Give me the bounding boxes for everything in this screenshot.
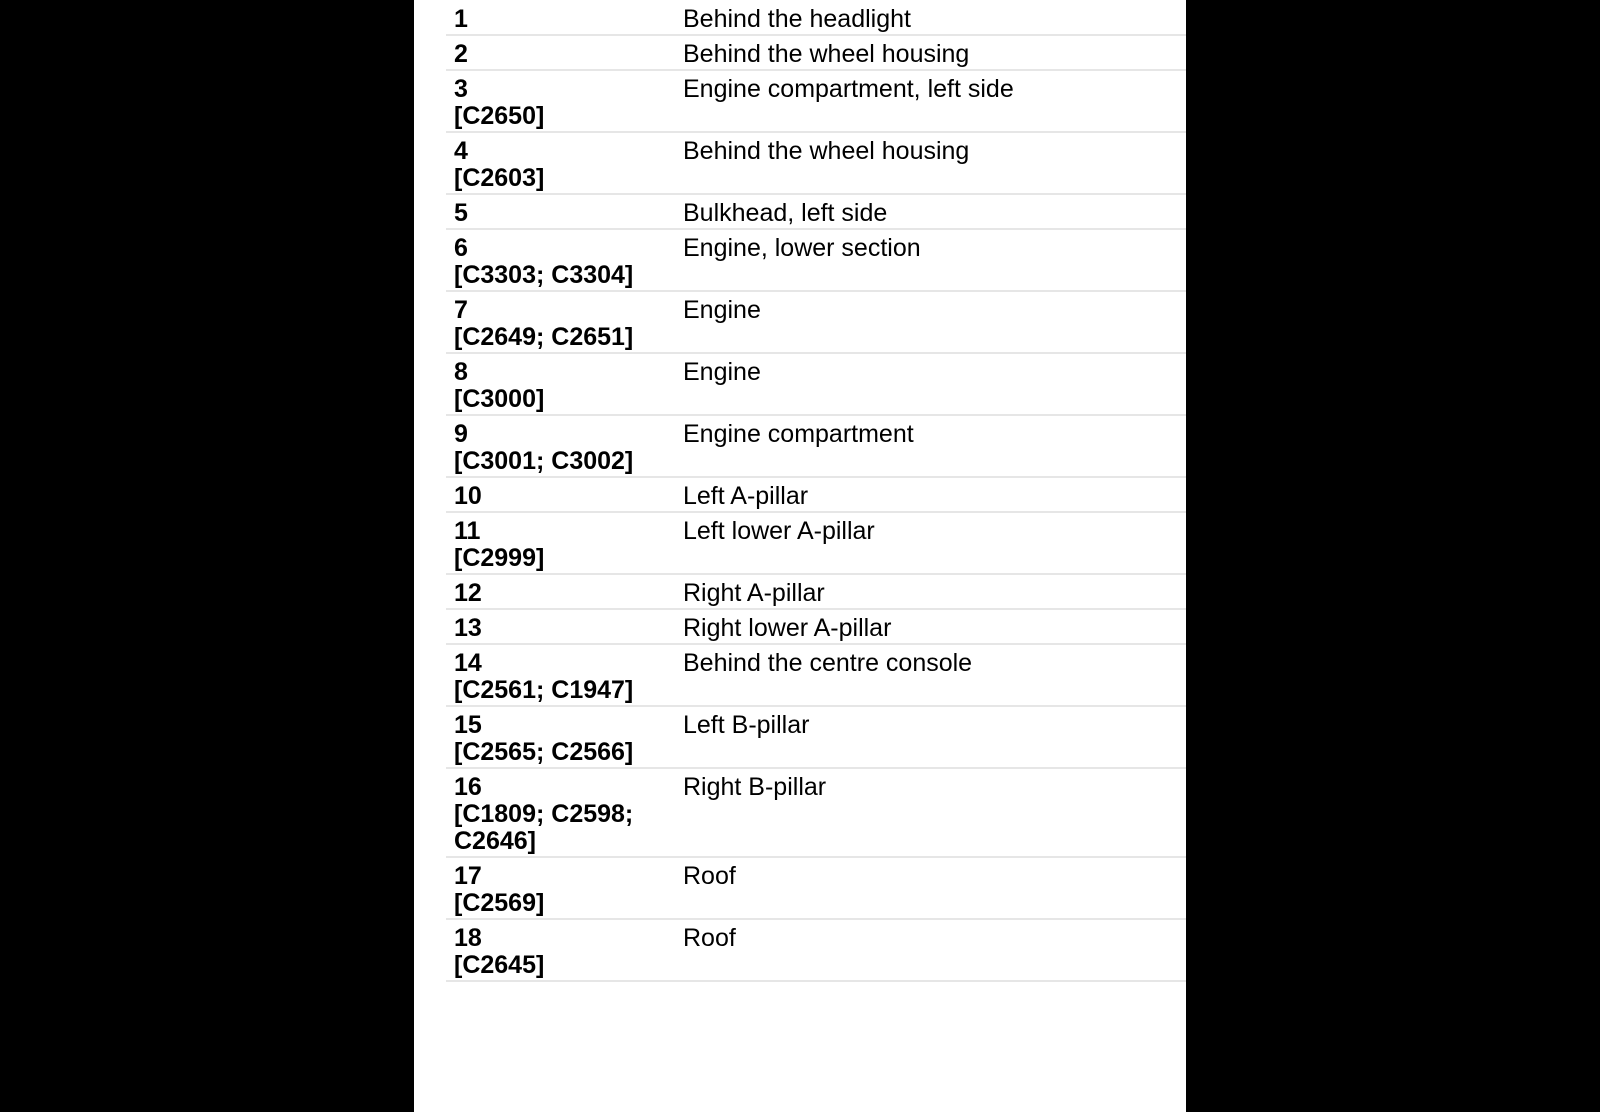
location-cell: Engine compartment — [683, 420, 914, 448]
connector-codes-continued: C2646] — [454, 827, 536, 855]
location-cell: Behind the wheel housing — [683, 137, 970, 165]
item-number: 17 — [454, 862, 482, 890]
item-number-cell — [446, 421, 683, 475]
item-number: 11 — [454, 517, 481, 545]
connector-codes: [C2603] — [454, 164, 545, 192]
location-cell: Roof — [683, 924, 736, 952]
location-cell: Roof — [683, 862, 736, 890]
item-number-cell — [446, 359, 683, 413]
item-number: 1 — [454, 5, 468, 33]
location-cell: Left A-pillar — [683, 482, 809, 510]
item-number-cell — [446, 774, 683, 855]
item-number: 4 — [454, 137, 468, 165]
location-cell: Left B-pillar — [683, 711, 810, 739]
location-cell: Behind the wheel housing — [683, 40, 970, 68]
connector-codes: [C2650] — [454, 102, 545, 130]
item-number: 14 — [454, 649, 482, 677]
item-number: 9 — [454, 420, 468, 448]
item-number: 5 — [454, 199, 468, 227]
table-row — [446, 858, 1186, 920]
location-cell: Engine, lower section — [683, 234, 921, 262]
location-cell: Engine — [683, 296, 761, 324]
connector-codes: [C2565; C2566] — [454, 738, 634, 766]
location-cell: Engine compartment, left side — [683, 75, 1014, 103]
location-cell: Behind the headlight — [683, 5, 911, 33]
item-number-cell — [446, 518, 683, 572]
item-number: 12 — [454, 579, 482, 607]
item-number: 7 — [454, 296, 468, 324]
item-number: 18 — [454, 924, 482, 952]
item-number-cell — [446, 615, 683, 642]
item-number-cell — [446, 76, 683, 130]
item-number: 13 — [454, 614, 482, 642]
table-row — [446, 230, 1186, 292]
table-row — [446, 71, 1186, 133]
item-number-cell — [446, 6, 683, 33]
table-row — [446, 292, 1186, 354]
table-row — [446, 920, 1186, 982]
connector-codes: [C2569] — [454, 889, 545, 917]
connector-codes: [C2999] — [454, 544, 545, 572]
connector-codes: [C3000] — [454, 385, 545, 413]
item-number-cell — [446, 712, 683, 766]
table-row — [446, 575, 1186, 610]
location-cell: Engine — [683, 358, 761, 386]
table-row — [446, 416, 1186, 478]
item-number: 3 — [454, 75, 468, 103]
table-row — [446, 610, 1186, 645]
location-cell: Behind the centre console — [683, 649, 973, 677]
table-row — [446, 133, 1186, 195]
table-row — [446, 645, 1186, 707]
table-row — [446, 0, 1186, 36]
location-cell: Right lower A-pillar — [683, 614, 892, 642]
table-row — [446, 707, 1186, 769]
location-cell: Bulkhead, left side — [683, 199, 888, 227]
connector-codes: [C2561; C1947] — [454, 676, 634, 704]
connector-codes: [C3001; C3002] — [454, 447, 634, 475]
table-row — [446, 478, 1186, 513]
item-number-cell — [446, 580, 683, 607]
table-row — [446, 354, 1186, 416]
item-number-cell — [446, 235, 683, 289]
table-row — [446, 195, 1186, 230]
item-number: 8 — [454, 358, 468, 386]
connector-codes: [C1809; C2598; — [454, 800, 634, 828]
item-number-cell — [446, 41, 683, 68]
connector-codes: [C3303; C3304] — [454, 261, 634, 289]
document-page — [414, 0, 1186, 1112]
table-row — [446, 513, 1186, 575]
location-cell: Left lower A-pillar — [683, 517, 875, 545]
item-number: 16 — [454, 773, 482, 801]
item-number-cell — [446, 200, 683, 227]
location-cell: Right A-pillar — [683, 579, 825, 607]
item-number: 2 — [454, 40, 468, 68]
location-cell: Right B-pillar — [683, 773, 827, 801]
item-number-cell — [446, 925, 683, 979]
table-row — [446, 769, 1186, 858]
item-number-cell — [446, 297, 683, 351]
table-row — [446, 36, 1186, 71]
item-number-cell — [446, 138, 683, 192]
item-number-cell — [446, 863, 683, 917]
item-number: 15 — [454, 711, 482, 739]
item-number-cell — [446, 650, 683, 704]
item-number-cell — [446, 483, 683, 510]
connector-location-table — [446, 0, 1186, 982]
connector-codes: [C2649; C2651] — [454, 323, 634, 351]
item-number: 10 — [454, 482, 482, 510]
connector-codes: [C2645] — [454, 951, 545, 979]
item-number: 6 — [454, 234, 468, 262]
